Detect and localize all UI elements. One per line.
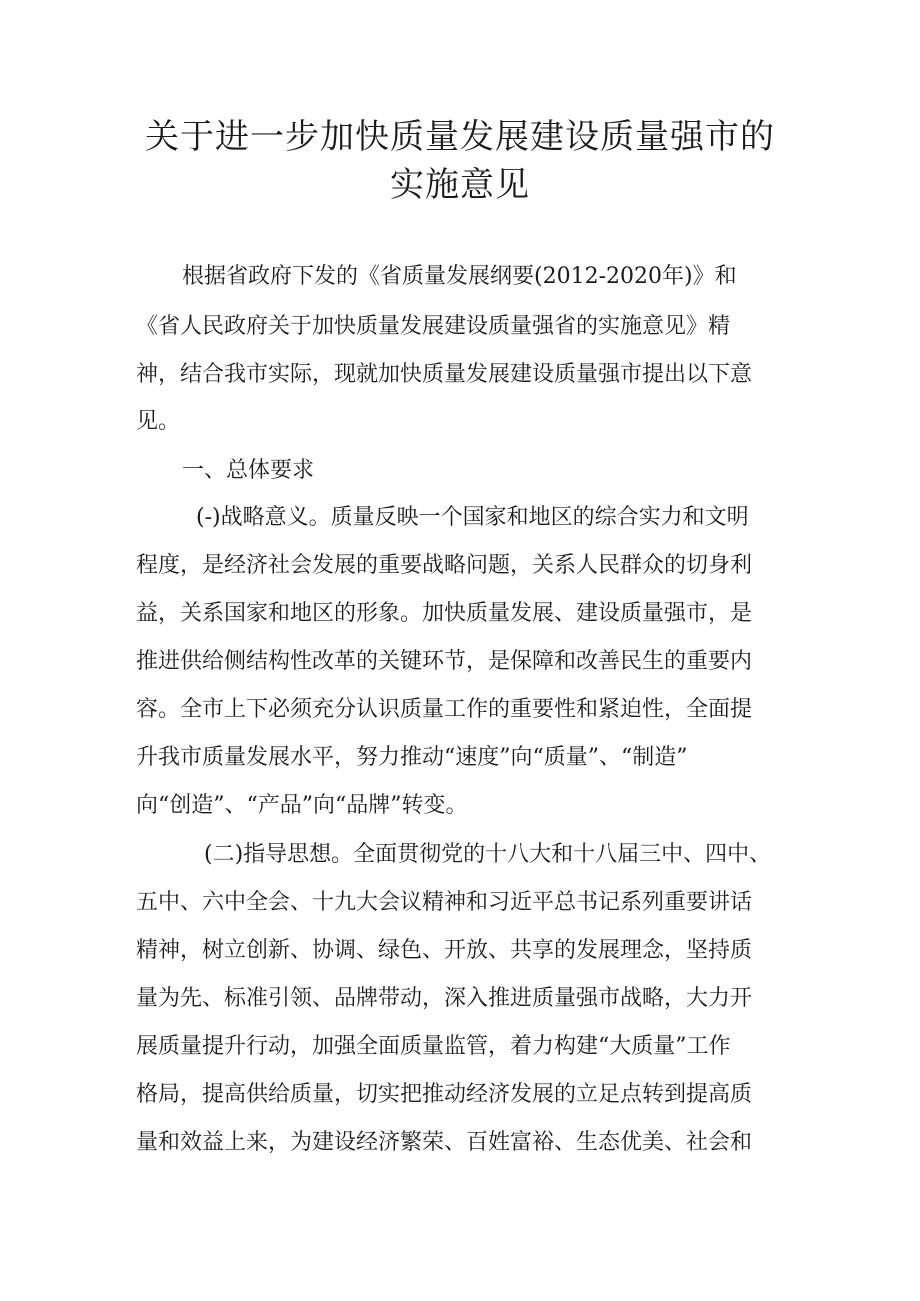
paragraph-line: 量为先、标准引领、品牌带动，深入推进质量强市战略，大力开 [136,986,753,1011]
paragraph-line: 五中、六中全会、十九大会议精神和习近平总书记系列重要讲话 [136,890,753,915]
paragraph-line: 量和效益上来，为建设经济繁荣、百姓富裕、生态优美、社会和 [136,1130,753,1155]
paragraph-line: 升我市质量发展水平，努力推动“速度”向“质量”、“制造” [136,745,688,770]
paragraph-line: (二)指导思想。全面贯彻党的十八大和十八届三中、四中、 [204,842,772,867]
paragraph-line: 格局，提高供给质量，切实把推动经济发展的立足点转到提高质 [136,1082,753,1107]
intro-line: 《省人民政府关于加快质量发展建设质量强省的实施意见》精 [136,314,731,339]
intro-line: 见。 [136,409,181,434]
paragraph-line: 精神，树立创新、协调、绿色、开放、共享的发展理念，坚持质 [136,938,753,963]
paragraph-line: 向“创造”、“产品”向“品牌”转变。 [136,793,468,818]
intro-line: 神，结合我市实际，现就加快质量发展建设质量强市提出以下意 [136,362,753,387]
document-title-line-2: 实施意见 [390,165,530,205]
paragraph-line: 展质量提升行动，加强全面质量监管，着力构建“大质量”工作 [136,1034,731,1059]
paragraph-line: (-)战略意义。质量反映一个国家和地区的综合实力和文明 [196,505,749,530]
paragraph-line: 推进供给侧结构性改革的关键环节，是保障和改善民生的重要内 [136,649,753,674]
intro-line: 根据省政府下发的《省质量发展纲要(2012-2020年)》和 [182,264,737,289]
paragraph-line: 程度，是经济社会发展的重要战略问题，关系人民群众的切身利 [136,553,753,578]
paragraph-line: 益，关系国家和地区的形象。加快质量发展、建设质量强市，是 [136,601,753,626]
section-heading: 一、总体要求 [182,458,315,483]
document-title-line-1: 关于进一步加快质量发展建设质量强市的 [145,117,775,157]
paragraph-line: 容。全市上下必须充分认识质量工作的重要性和紧迫性，全面提 [136,697,753,722]
